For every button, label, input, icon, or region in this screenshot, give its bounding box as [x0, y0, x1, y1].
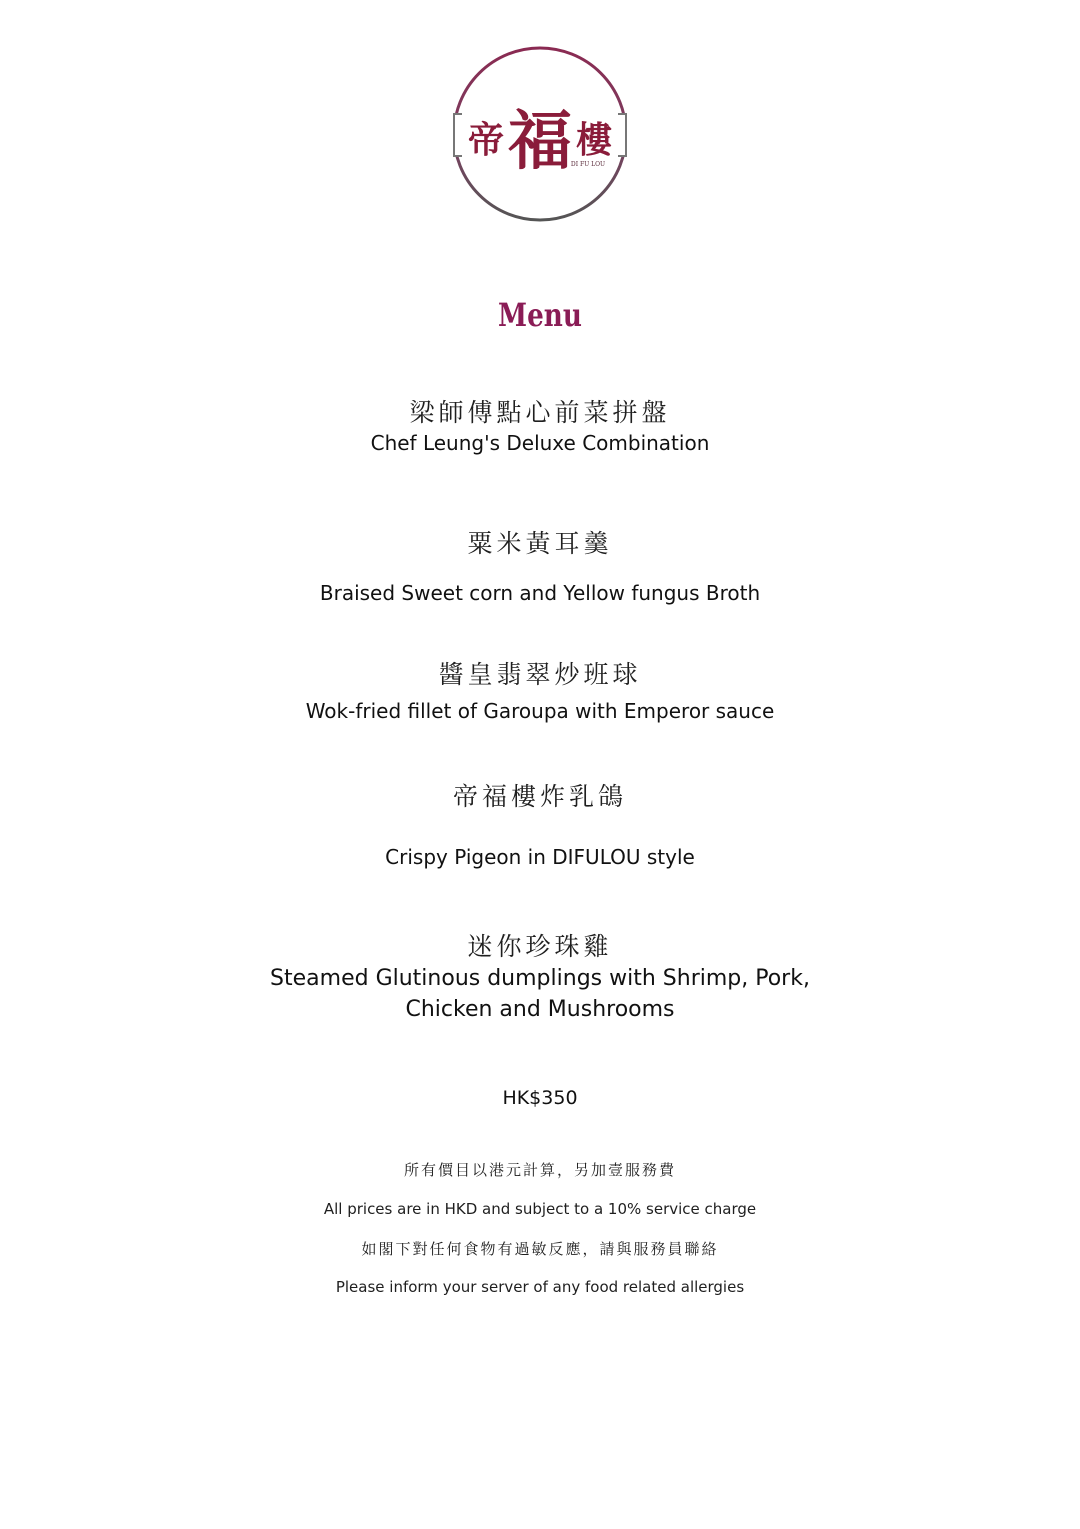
course-1-chinese: 梁師傅點心前菜拼盤	[409, 398, 671, 427]
menu-title: Menu	[498, 296, 582, 334]
course-2-english: Braised Sweet corn and Yellow fungus Broth	[319, 581, 761, 605]
course-5-english-line-1: Steamed Glutinous dumplings with Shrimp, Pork,	[270, 966, 810, 991]
allergy-note-chinese: 如閣下對任何食物有過敏反應，請與服務員聯絡	[361, 1240, 719, 1258]
set-price: HK$350	[502, 1087, 578, 1109]
logo-char-di: 帝	[467, 119, 505, 161]
course-4-english: Crispy Pigeon in DIFULOU style	[385, 845, 695, 869]
course-5-chinese: 迷你珍珠雞	[467, 932, 613, 961]
logo-char-lou: 樓	[575, 119, 613, 161]
service-charge-note-english: All prices are in HKD and subject to a 10% service charge	[323, 1200, 757, 1218]
logo-char-fu: 福	[508, 104, 572, 179]
allergy-note-english: Please inform your server of any food related allergies	[335, 1278, 745, 1296]
course-4-chinese: 帝福樓炸乳鴿	[452, 782, 627, 811]
restaurant-logo	[448, 38, 632, 232]
course-2-chinese: 粟米黃耳羹	[467, 529, 613, 558]
service-charge-note-chinese: 所有價目以港元計算，另加壹服務費	[403, 1161, 676, 1179]
course-1-english: Chef Leung's Deluxe Combination	[370, 431, 710, 455]
course-5-english-line-2: Chicken and Mushrooms	[405, 997, 675, 1022]
logo-english-name: DI FU LOU	[570, 161, 606, 168]
course-3-english: Wok-fried fillet of Garoupa with Emperor sauce	[305, 699, 775, 723]
course-3-chinese: 醬皇翡翠炒班球	[438, 660, 642, 689]
